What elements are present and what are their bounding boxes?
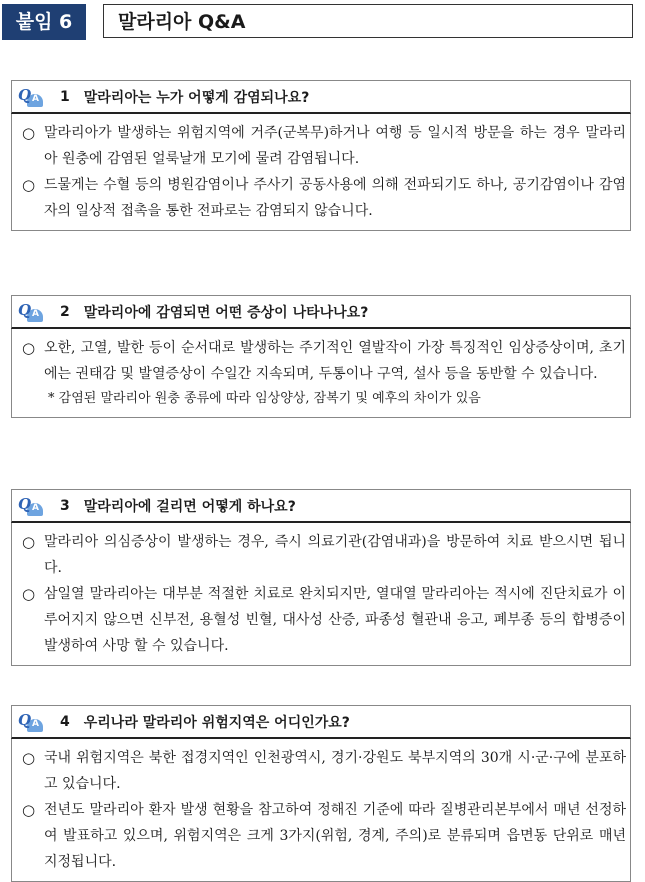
question-number: 2 — [60, 303, 70, 320]
question-text: 말라리아는 누가 어떻게 감염되나요? — [83, 89, 310, 106]
answer-box — [11, 523, 631, 666]
circle-bullet-icon: ○ — [22, 801, 36, 819]
answer-text: 말라리아 의심증상이 발생하는 경우, 즉시 의료기관(감염내과)을 방문하여 치료 받으시면 됩니다. — [44, 534, 626, 576]
question-number: 4 — [60, 713, 70, 730]
answer-item — [20, 745, 626, 797]
question-bar — [11, 295, 631, 329]
answer-item — [20, 120, 626, 172]
answer-note: * 감염된 말라리아 원충 종류에 따라 임상양상, 잠복기 및 예후의 차이가 있음 — [48, 391, 481, 406]
qa-section-2 — [11, 295, 631, 418]
qa-section-4 — [11, 705, 631, 882]
answer-text: 국내 위험지역은 북한 접경지역인 인천광역시, 경기·강원도 북부지역의 30개 시·군·구에 분포하고 있습니다. — [44, 750, 626, 792]
question-text: 우리나라 말라리아 위험지역은 어디인가요? — [83, 714, 350, 731]
circle-bullet-icon: ○ — [22, 176, 36, 194]
page-header — [2, 4, 634, 40]
question-text: 말라리아에 걸리면 어떻게 하나요? — [83, 498, 296, 515]
answer-item — [20, 335, 626, 387]
appendix-tag: 붙임 6 — [2, 4, 86, 40]
qa-icon: Q A — [18, 712, 46, 732]
answer-item — [20, 581, 626, 659]
circle-bullet-icon: ○ — [22, 585, 36, 603]
qa-section-3 — [11, 489, 631, 666]
answer-box — [11, 329, 631, 418]
answer-text: 드물게는 수혈 등의 병원감염이나 주사기 공동사용에 의해 전파되기도 하나, 공기감염이나 감염자의 일상적 접촉을 통한 전파로는 감염되지 않습니다. — [44, 177, 626, 219]
answer-item — [20, 172, 626, 224]
qa-icon: Q A — [18, 496, 46, 516]
page-title: 말라리아 Q&A — [103, 4, 633, 38]
answer-item — [20, 797, 626, 875]
answer-text: 삼일열 말라리아는 대부분 적절한 치료로 완치되지만, 열대열 말라리아는 적시에 진단치료가 이루어지지 않으면 신부전, 용혈성 빈혈, 대사성 산증, 파종성 혈관내 응고, 폐부종 등의 합병증이 발생하여 사망 할 수 있습니다. — [44, 586, 626, 654]
circle-bullet-icon: ○ — [22, 124, 36, 142]
qa-icon: Q A — [18, 302, 46, 322]
circle-bullet-icon: ○ — [22, 339, 36, 357]
question-number: 1 — [60, 88, 70, 105]
question-bar — [11, 80, 631, 114]
question-text: 말라리아에 감염되면 어떤 증상이 나타나나요? — [83, 304, 369, 321]
answer-text: 오한, 고열, 발한 등이 순서대로 발생하는 주기적인 열발작이 가장 특징적인 임상증상이며, 초기에는 권태감 및 발열증상이 수일간 지속되며, 두통이나 구역, 설사 등을 동반할 수 있습니다. — [44, 340, 626, 382]
answer-box — [11, 114, 631, 231]
question-bar — [11, 489, 631, 523]
qa-icon: Q A — [18, 87, 46, 107]
question-bar — [11, 705, 631, 739]
answer-text: 전년도 말라리아 환자 발생 현황을 참고하여 정해진 기준에 따라 질병관리본부에서 매년 선정하여 발표하고 있으며, 위험지역은 크게 3가지(위험, 경계, 주의)로 분류되며 읍면동 단위로 매년 지정됩니다. — [44, 802, 626, 870]
answer-text: 말라리아가 발생하는 위험지역에 거주(군복무)하거나 여행 등 일시적 방문을 하는 경우 말라리아 원충에 감염된 얼룩날개 모기에 물려 감염됩니다. — [44, 125, 626, 167]
answer-box — [11, 739, 631, 882]
question-number: 3 — [60, 497, 70, 514]
answer-item — [20, 529, 626, 581]
circle-bullet-icon: ○ — [22, 533, 36, 551]
qa-section-1 — [11, 80, 631, 231]
circle-bullet-icon: ○ — [22, 749, 36, 767]
